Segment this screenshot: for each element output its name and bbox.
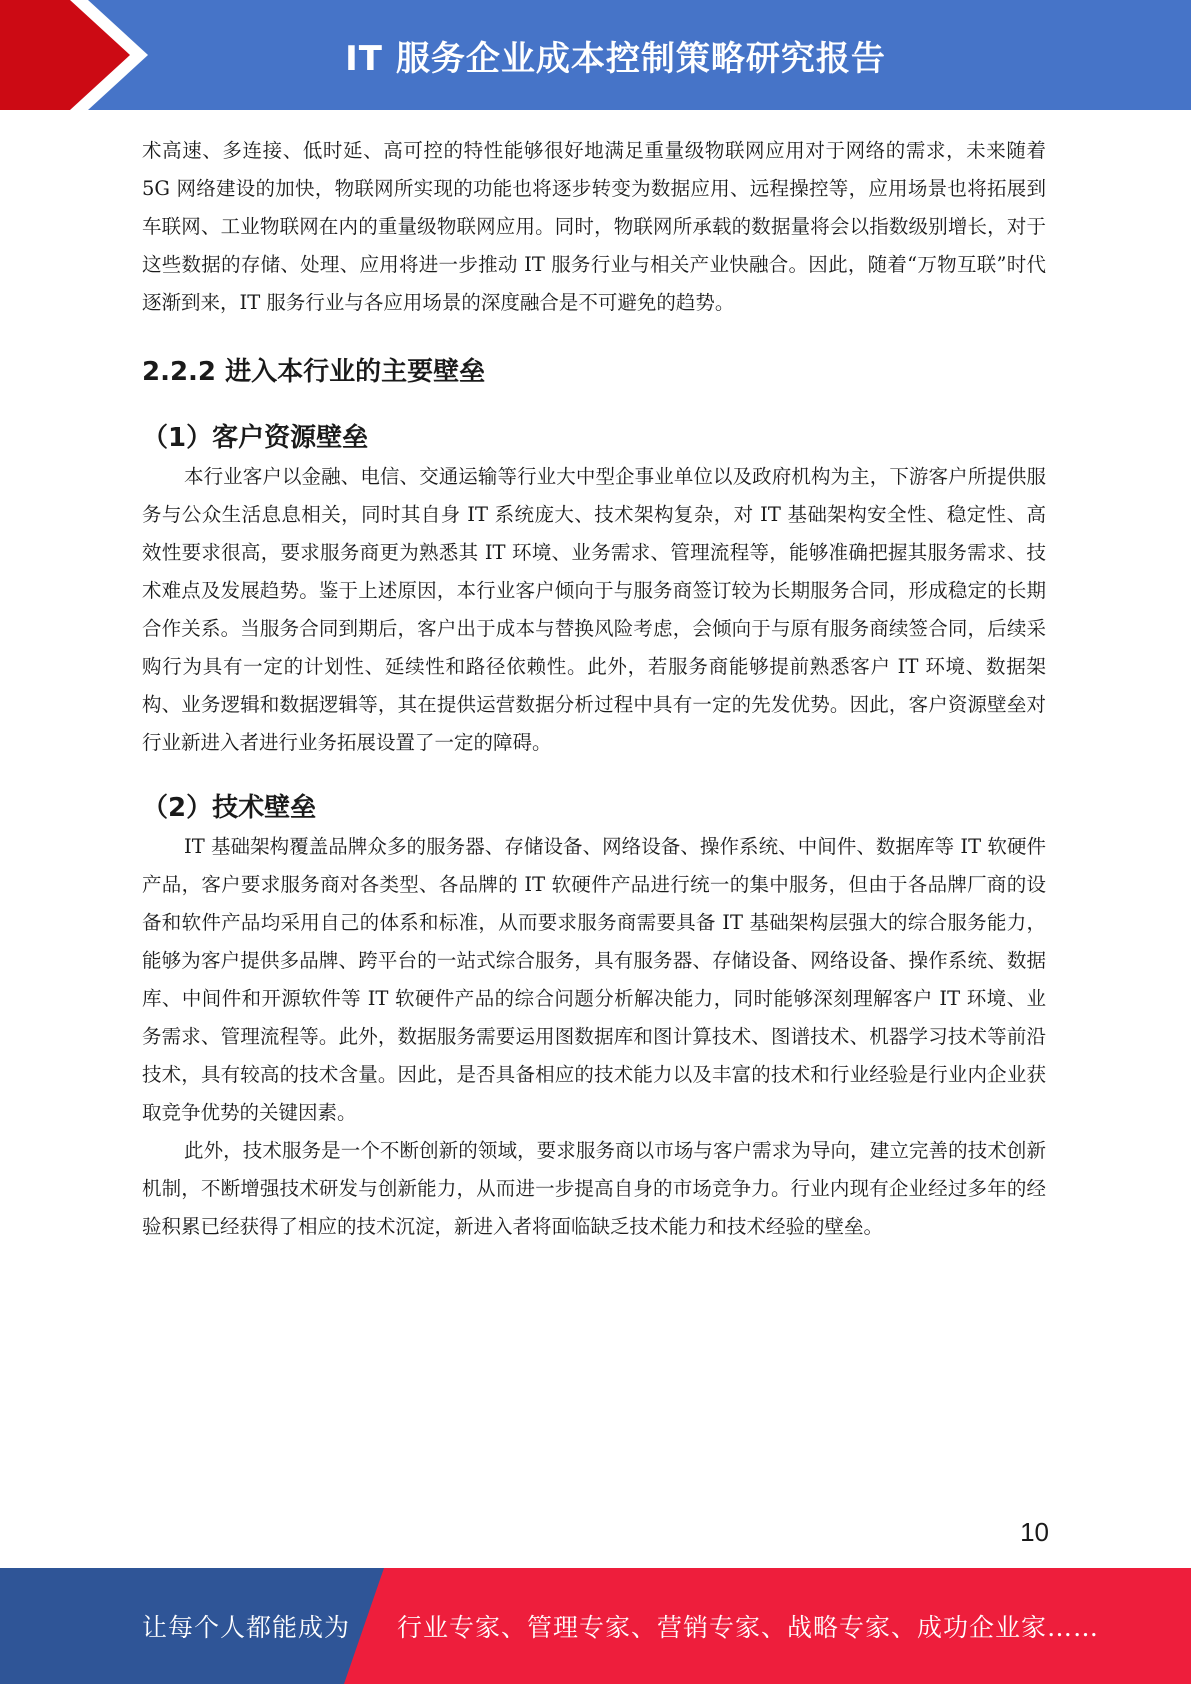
intro-paragraph: 术高速、多连接、低时延、高可控的特性能够很好地满足重量级物联网应用对于网络的需求，未来随着 5G 网络建设的加快，物联网所实现的功能也将逐步转变为数据应用、远程操控等，应用场景也将拓展到车联网、工业物联网在内的重量级物联网应用。同时，物联网所承载的数据量将会以指数级别增长，对于这些数据的存储、处理、应用将进一步推动 IT 服务行业与相关产业快融合。因此，随着“万物互联”时代逐渐到来，IT 服务行业与各应用场景的深度融合是不可避免的趋势。 [142, 139, 1046, 314]
document-body [142, 132, 1046, 1246]
technology-barrier-paragraph-2: 此外，技术服务是一个不断创新的领域，要求服务商以市场与客户需求为导向，建立完善的技术创新机制，不断增强技术研发与创新能力，从而进一步提高自身的市场竞争力。行业内现有企业经过多年的经验积累已经获得了相应的技术沉淀，新进入者将面临缺乏技术能力和技术经验的壁垒。 [142, 1139, 1046, 1238]
page-number: 10 [1020, 1517, 1049, 1547]
report-title: IT 服务企业成本控制策略研究报告 [345, 38, 886, 79]
subsection-heading-technology: （2）技术壁垒 [142, 793, 317, 823]
subsection-heading-customer: （1）客户资源壁垒 [142, 423, 369, 453]
page-header [0, 0, 1191, 110]
footer-slogan-left: 让每个人都能成为 [142, 1613, 351, 1642]
footer-slogan-right: 行业专家、管理专家、营销专家、战略专家、成功企业家…… [397, 1613, 1100, 1642]
page-footer [0, 1568, 1191, 1684]
technology-barrier-paragraph-1: IT 基础架构覆盖品牌众多的服务器、存储设备、网络设备、操作系统、中间件、数据库等 IT 软硬件产品，客户要求服务商对各类型、各品牌的 IT 软硬件产品进行统一的集中服务，但由于各品牌厂商的设备和软件产品均采用自己的体系和标准，从而要求服务商需要具备 IT 基础架构层强大的综合服务能力，能够为客户提供多品牌、跨平台的一站式综合服务，具有服务器、存储设备、网络设备、操作系统、数据库、中间件和开源软件等 IT 软硬件产品的综合问题分析解决能力，同时能够深刻理解客户 IT 环境、业务需求、管理流程等。此外，数据服务需要运用图数据库和图计算技术、图谱技术、机器学习技术等前沿技术，具有较高的技术含量。因此，是否具备相应的技术能力以及丰富的技术和行业经验是行业内企业获取竞争优势的关键因素。 [142, 835, 1046, 1124]
section-heading: 2.2.2 进入本行业的主要壁垒 [142, 357, 486, 387]
customer-barrier-paragraph: 本行业客户以金融、电信、交通运输等行业大中型企事业单位以及政府机构为主，下游客户所提供服务与公众生活息息相关，同时其自身 IT 系统庞大、技术架构复杂，对 IT 基础架构安全性、稳定性、高效性要求很高，要求服务商更为熟悉其 IT 环境、业务需求、管理流程等，能够准确把握其服务需求、技术难点及发展趋势。鉴于上述原因，本行业客户倾向于与服务商签订较为长期服务合同，形成稳定的长期合作关系。当服务合同到期后，客户出于成本与替换风险考虑，会倾向于与原有服务商续签合同，后续采购行为具有一定的计划性、延续性和路径依赖性。此外，若服务商能够提前熟悉客户 IT 环境、数据架构、业务逻辑和数据逻辑等，其在提供运营数据分析过程中具有一定的先发优势。因此，客户资源壁垒对行业新进入者进行业务拓展设置了一定的障碍。 [142, 465, 1046, 754]
